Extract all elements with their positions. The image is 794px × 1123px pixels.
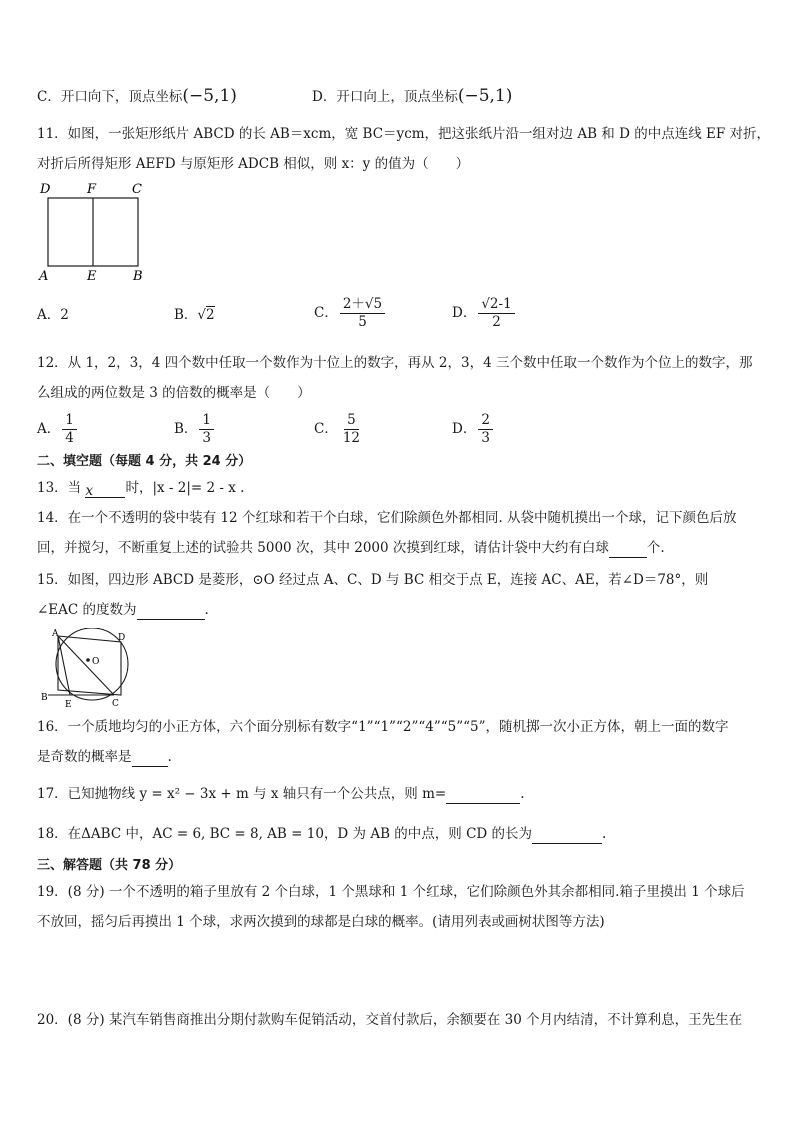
q11-label-c: C bbox=[132, 182, 142, 197]
q10-option-c-vertex: (−5,1) bbox=[182, 86, 237, 106]
q12-option-c bbox=[314, 412, 363, 447]
q12-option-a bbox=[37, 412, 77, 447]
section-3-heading: 三、解答题（共 78 分） bbox=[37, 858, 182, 873]
q18-blank[interactable] bbox=[532, 827, 602, 844]
q15-line2-prefix: ∠EAC 的度数为 bbox=[37, 602, 137, 618]
q15-rhombus-circle-figure bbox=[38, 628, 133, 710]
q17-suffix: . bbox=[520, 786, 525, 802]
q11-option-a: A．2 bbox=[37, 307, 69, 323]
q16-line1: 16．一个质地均匀的小正方体，六个面分别标有数字“1”“1”“2”“4”“5”“5”，随机掷一次小正方体，朝上一面的数字 bbox=[37, 719, 729, 735]
q15-label-a: A bbox=[52, 629, 59, 639]
q15-center-dot bbox=[86, 658, 90, 662]
q12-option-b-numerator: 1 bbox=[199, 412, 214, 430]
q15-blank[interactable] bbox=[137, 603, 205, 620]
q13 bbox=[37, 478, 244, 498]
q15-quad-adcb bbox=[58, 636, 121, 695]
q13-blank[interactable]: x bbox=[85, 481, 125, 498]
q12-option-d bbox=[452, 412, 493, 447]
q11-label-a: A bbox=[39, 269, 49, 284]
q11-option-c-denominator: 5 bbox=[358, 314, 367, 330]
q12-option-c-numerator: 5 bbox=[344, 412, 359, 430]
q15-line2-suffix: . bbox=[204, 602, 209, 618]
q10-option-c bbox=[37, 86, 237, 107]
q11-line1: 11．如图，一张矩形纸片 ABCD 的长 AB＝xcm，宽 BC＝ycm，把这张纸片沿一组对边 AB 和 D 的中点连线 EF 对折， bbox=[37, 126, 771, 142]
q17 bbox=[37, 784, 525, 804]
q12-option-c-denominator: 12 bbox=[342, 430, 361, 446]
q11-option-b-prefix: B． bbox=[174, 307, 198, 323]
q12-option-a-prefix: A． bbox=[37, 421, 61, 437]
q18 bbox=[37, 824, 606, 844]
q12-option-d-numerator: 2 bbox=[478, 412, 493, 430]
q12-option-b-fraction bbox=[199, 412, 214, 447]
q11-option-d bbox=[452, 296, 515, 331]
q15-label-e: E bbox=[65, 700, 72, 710]
q10-option-d bbox=[312, 86, 512, 107]
q15-segment-ac bbox=[58, 636, 114, 695]
q11-option-b bbox=[174, 305, 215, 325]
q11-option-c-numerator: 2＋√5 bbox=[340, 296, 385, 314]
q11-option-d-numerator: √2-1 bbox=[478, 296, 514, 314]
q13-prefix: 13．当 bbox=[37, 480, 86, 496]
q15-label-b: B bbox=[41, 693, 48, 703]
q14-line2-suffix: 个. bbox=[646, 540, 665, 556]
q14-line2-prefix: 回，并搅匀，不断重复上述的试验共 5000 次，其中 2000 次摸到红球，请估计袋中大约有白球 bbox=[37, 540, 609, 556]
q16-line2-suffix: . bbox=[167, 749, 172, 765]
q14-blank[interactable] bbox=[609, 541, 647, 558]
q12-option-b-prefix: B． bbox=[174, 421, 198, 437]
q15-line1: 15．如图，四边形 ABCD 是菱形，⊙O 经过点 A、C、D 与 BC 相交于点 E，连接 AC、AE，若∠D＝78°，则 bbox=[37, 572, 709, 588]
q12-option-b-denominator: 3 bbox=[202, 430, 212, 446]
q19-line1: 19．(8 分) 一个不透明的箱子里放有 2 个白球，1 个黑球和 1 个红球，它们除颜色外其余都相同.箱子里摸出 1 个球后 bbox=[37, 884, 745, 900]
q13-suffix: 时，|x - 2|= 2 - x . bbox=[125, 480, 245, 496]
q12-option-c-fraction bbox=[340, 412, 363, 447]
q12-option-c-prefix: C． bbox=[314, 421, 338, 437]
q11-label-b: B bbox=[133, 269, 143, 284]
q14-line1: 14．在一个不透明的袋中装有 12 个红球和若干个白球，它们除颜色外都相同. 从袋中随机摸出一个球，记下颜色后放 bbox=[37, 510, 737, 526]
q11-label-e: E bbox=[87, 269, 97, 284]
section-2-heading: 二、填空题（每题 4 分，共 24 分） bbox=[37, 454, 252, 469]
q18-suffix: . bbox=[602, 826, 607, 842]
q11-option-c bbox=[314, 296, 385, 331]
q11-option-c-fraction bbox=[340, 296, 385, 331]
q20-line1: 20．(8 分) 某汽车销售商推出分期付款购车促销活动，交首付款后，余额要在 30 个月内结清，不计算利息，王先生在 bbox=[37, 1012, 743, 1028]
q19-line2: 不放回，摇匀后再摸出 1 个球，求两次摸到的球都是白球的概率。(请用列表或画树状图等方法) bbox=[37, 914, 605, 930]
q15-label-o: O bbox=[92, 657, 100, 667]
q12-option-d-fraction bbox=[478, 412, 493, 447]
q12-option-b bbox=[174, 412, 214, 447]
q15-line2 bbox=[37, 600, 209, 620]
q10-option-d-text: D．开口向上，顶点坐标 bbox=[312, 89, 458, 105]
q17-blank[interactable] bbox=[446, 787, 520, 804]
q12-line1: 12．从 1，2，3，4 四个数中任取一个数作为十位上的数字，再从 2，3，4 三个数中任取一个数作为个位上的数字，那 bbox=[37, 355, 753, 371]
q11-label-d: D bbox=[40, 182, 51, 197]
q12-option-a-fraction bbox=[62, 412, 77, 447]
q12-line2: 么组成的两位数是 3 的倍数的概率是（ ） bbox=[37, 385, 311, 401]
q16-line2 bbox=[37, 747, 172, 767]
q12-option-a-denominator: 4 bbox=[65, 430, 74, 446]
q12-option-a-numerator: 1 bbox=[62, 412, 77, 430]
q15-label-d: D bbox=[118, 633, 126, 643]
q12-option-d-denominator: 3 bbox=[481, 430, 490, 446]
q17-prefix: 17．已知抛物线 y = x² − 3x + m 与 x 轴只有一个公共点，则 m= bbox=[37, 786, 447, 802]
q16-blank[interactable] bbox=[132, 750, 168, 767]
q11-option-d-denominator: 2 bbox=[492, 314, 501, 330]
q11-option-b-sqrt: √2 bbox=[197, 307, 215, 323]
q16-line2-prefix: 是奇数的概率是 bbox=[37, 749, 132, 765]
q14-line2 bbox=[37, 538, 665, 558]
q10-option-c-text: C．开口向下，顶点坐标 bbox=[37, 89, 183, 105]
q11-label-f: F bbox=[87, 182, 97, 197]
q11-option-d-fraction bbox=[478, 296, 514, 331]
q12-option-d-prefix: D． bbox=[452, 421, 477, 437]
q10-option-d-vertex: (−5,1) bbox=[457, 86, 513, 106]
q11-option-d-prefix: D． bbox=[452, 305, 477, 321]
q18-prefix: 18．在ΔABC 中，AC = 6, BC = 8, AB = 10，D 为 AB 的中点，则 CD 的长为 bbox=[37, 826, 533, 842]
q11-option-b-radicand: 2 bbox=[206, 307, 215, 323]
q11-line2: 对折后所得矩形 AEFD 与原矩形 ADCB 相似，则 x：y 的值为（ ） bbox=[37, 156, 470, 172]
q11-option-c-prefix: C． bbox=[314, 305, 338, 321]
q15-label-c: C bbox=[112, 699, 119, 709]
q11-rectangle-figure bbox=[35, 180, 150, 285]
